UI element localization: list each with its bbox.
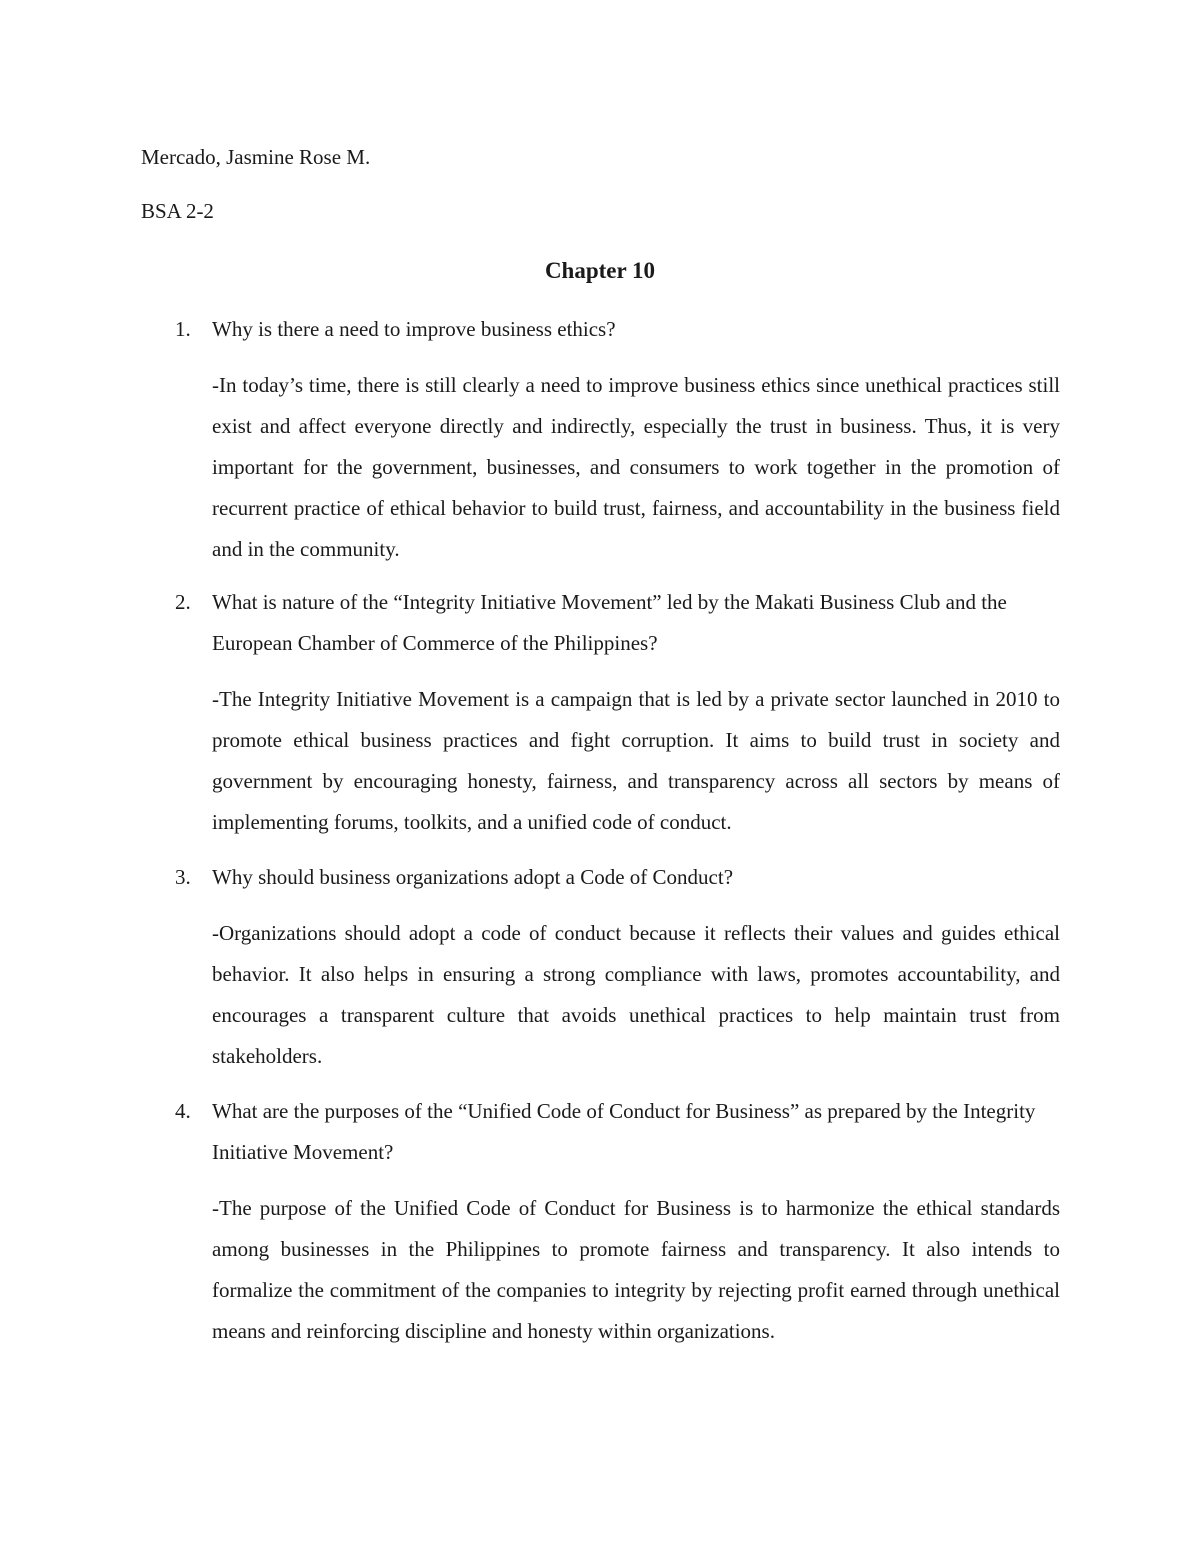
question-number: 4.: [175, 1099, 191, 1123]
answer-text: -Organizations should adopt a code of conduct because it reflects their values and guides ethical behavior. It also helps in ensuring a strong compliance with laws, promotes accountability, and encourages a transparent culture that avoids unethical practices to help maintain trust from stakeholders.: [212, 921, 1060, 1068]
question-item: [175, 582, 1065, 843]
chapter-title: Chapter 10: [544, 258, 656, 283]
question-text: Why should business organizations adopt a Code of Conduct?: [212, 865, 734, 889]
question-number: 3.: [175, 865, 191, 889]
question-text: What are the purposes of the “Unified Code of Conduct for Business” as prepared by the Integrity Initiative Movement?: [212, 1099, 1036, 1164]
answer-text: -The purpose of the Unified Code of Conduct for Business is to harmonize the ethical standards among businesses in the Philippines to promote fairness and transparency. It also intends to formalize the commitment of the companies to integrity by rejecting profit earned through unethical means and reinforcing discipline and honesty within organizations.: [212, 1196, 1060, 1343]
question-item: [175, 1091, 1065, 1352]
answer-text: -In today’s time, there is still clearly a need to improve business ethics since unethical practices still exist and affect everyone directly and indirectly, especially the trust in business. Thus, it is very important for the government, businesses, and consumers to work together in the promotion of recurrent practice of ethical behavior to build trust, fairness, and accountability in the business field and in the community.: [212, 373, 1060, 561]
question-text: What is nature of the “Integrity Initiative Movement” led by the Makati Business Club and the European Chamber of Commerce of the Philippines?: [212, 590, 1007, 655]
question-number: 2.: [175, 590, 191, 614]
student-name: Mercado, Jasmine Rose M.: [141, 145, 371, 169]
student-section: BSA 2-2: [141, 199, 214, 223]
question-text: Why is there a need to improve business ethics?: [212, 317, 616, 341]
question-item: [175, 857, 1065, 1077]
question-number: 1.: [175, 317, 191, 341]
question-item: [175, 309, 1065, 570]
answer-text: -The Integrity Initiative Movement is a campaign that is led by a private sector launched in 2010 to promote ethical business practices and fight corruption. It aims to build trust in society and government by encouraging honesty, fairness, and transparency across all sectors by means of implementing forums, toolkits, and a unified code of conduct.: [212, 687, 1060, 834]
